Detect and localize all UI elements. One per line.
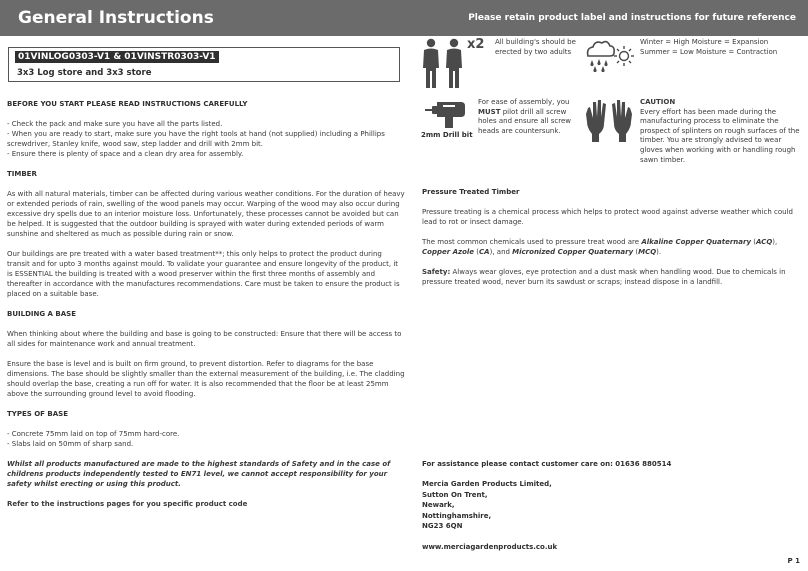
address-line: Sutton On Trent, — [422, 490, 488, 499]
base-type-line: - Concrete 75mm laid on top of 75mm hard-core. — [7, 430, 180, 438]
header-bar — [0, 0, 808, 36]
glove-right — [612, 100, 632, 142]
caution-text: Every effort has been made during the manufacturing process to eliminate the prospect of splinters on rough surfaces of the timber. You are strongly advised to wear gloves when working with or handling rough sawn timber. — [640, 107, 800, 164]
drill-text-post: pilot drill all screw holes and ensure all screw heads are countersunk. — [478, 107, 571, 135]
weather-icon — [584, 38, 634, 72]
sun-icon — [614, 46, 634, 66]
rain-drops-icon — [590, 59, 607, 72]
moisture-text: Winter = High Moisture = Expansion Summer = Low Moisture = Contraction — [640, 38, 778, 56]
refer-instructions: Refer to the instructions pages for you specific product code — [7, 500, 248, 508]
building-base-para: Ensure the base is level and is built on firm ground, to prevent distortion. Refer to diagrams for the base dimensions. The base should be slightly smaller than the external measurement of the building, i.e. The cladding should overlap the base, creating a run off for water. It is also recommended that the floor be at least 25mm above the surrounding ground level to avoid flooding. — [7, 360, 405, 398]
base-type-line: - Slabs laid on 50mm of sharp sand. — [7, 440, 134, 448]
pressure-treated-section — [422, 187, 802, 297]
left-column — [7, 99, 405, 519]
adults-multiplier: x2 — [467, 37, 485, 52]
safety-disclaimer: Whilst all products manufactured are made to the highest standards of Safety and in the case of childrens products independently tested to EN71 level, we cannot accept responsibility for your safety whilst erecting or using this product. — [7, 460, 391, 488]
two-adults-icon — [421, 38, 465, 90]
retain-notice: Please retain product label and instructions for future reference — [468, 13, 796, 23]
drill-bit-label: 2mm Drill bit — [421, 131, 473, 139]
caution-block — [640, 98, 804, 165]
before-start-line: - Check the pack and make sure you have all the parts listed. — [7, 120, 223, 128]
caution-heading: CAUTION — [640, 98, 676, 106]
gloves-icon — [584, 96, 634, 144]
before-start-line: - Ensure there is plenty of space and a clean dry area for assembly. — [7, 150, 244, 158]
types-of-base-list — [7, 429, 405, 449]
safety-label: Safety: — [422, 268, 451, 276]
contact-section — [422, 459, 802, 552]
website-link[interactable]: www.merciagardenproducts.co.uk — [422, 542, 558, 551]
chemical-name: Copper Azole — [422, 248, 475, 256]
timber-heading: TIMBER — [7, 170, 37, 178]
address-line: Nottinghamshire, — [422, 511, 492, 520]
product-name: 3x3 Log store and 3x3 store — [17, 68, 152, 78]
address-line: Mercia Garden Products Limited, — [422, 480, 552, 488]
glove-left — [586, 100, 606, 142]
chemical-abbr: CA — [479, 248, 490, 256]
chemical-abbr: ACQ — [755, 238, 773, 246]
customer-care-line: For assistance please contact customer care on: 01636 880514 — [422, 460, 672, 468]
pressure-treated-para: Pressure treating is a chemical process which helps to protect wood against adverse weather which could lead to rot or insect damage. — [422, 208, 793, 226]
address-line: Newark, — [422, 501, 455, 509]
product-code-box — [8, 47, 400, 82]
drill-text-must: MUST — [478, 107, 501, 116]
timber-para: As with all natural materials, timber can be affected during various weather conditions. For the duration of heavy or extended periods of rain, swelling of the wood panels may occur. Warping of the wood may also occur during excessive dry spells due to an interior moisture loss. Unfortunately, these processes cannot be avoided but can be helped. It is suggested that the outdoor building is sprayed with water during extended periods of warm sunshine and sheltered as much as possible during rain or snow. — [7, 190, 405, 238]
page-number: P 1 — [787, 557, 800, 565]
two-adults-text: All building's should be erected by two adults — [495, 38, 576, 56]
before-start-list — [7, 119, 405, 159]
person-figure-right — [446, 39, 462, 88]
page-title: General Instructions — [18, 8, 214, 28]
chemical-abbr: MCQ — [638, 248, 657, 256]
types-of-base-heading: TYPES OF BASE — [7, 410, 68, 418]
drill-text-pre: For ease of assembly, you — [478, 98, 570, 106]
safety-text: Always wear gloves, eye protection and a dust mask when handling wood. Due to chemicals in pressure treated wood, never burn its sawdust or scraps; instead dispose in a landfill. — [422, 268, 786, 286]
chemicals-para: The most common chemicals used to pressure treat wood are Alkaline Copper Quaternary (ACQ), Copper Azole (CA), and Micronized Copper Quaternary (MCQ). — [422, 238, 778, 256]
before-start-line: - When you are ready to start, make sure you have the right tools at hand (not supplied) including a Phillips screwdriver, Stanley knife, wood saw, step ladder and drill with 2mm bit. — [7, 130, 385, 148]
chemical-name: Alkaline Copper Quaternary — [641, 238, 752, 246]
building-base-para: When thinking about where the building and base is going to be constructed: Ensure that there will be access to all sides for maintenance work and annual treatment. — [7, 330, 402, 348]
company-address — [422, 479, 802, 532]
drill-bit — [425, 109, 433, 111]
before-start-heading: BEFORE YOU START PLEASE READ INSTRUCTIONS CAREFULLY — [7, 100, 248, 108]
timber-para: Our buildings are pre treated with a water based treatment**; this only helps to protect the product during transit and for upto 3 months against mould. To validate your guarantee and ensure longevity of the product, it is ESSENTIAL the building is treated with a wood preserver within the first three months of assembly and thereafter in accordance with the manufactures recommendations. Care must be taken to ensure the product is placed on a suitable base. — [7, 250, 400, 298]
person-figure-left — [423, 39, 439, 88]
drill-icon — [423, 96, 467, 130]
pressure-treated-heading: Pressure Treated Timber — [422, 188, 520, 196]
building-base-heading: BUILDING A BASE — [7, 310, 76, 318]
safety-para — [422, 267, 802, 287]
drill-text — [478, 98, 578, 136]
chemical-name: Micronized Copper Quaternary — [512, 248, 634, 256]
cloud-icon — [588, 42, 615, 56]
chemicals-intro: The most common chemicals used to pressure treat wood are — [422, 238, 640, 246]
product-codes: 01VINLOG0303-V1 & 01VINSTR0303-V1 — [15, 51, 219, 63]
address-line: NG23 6QN — [422, 522, 463, 530]
